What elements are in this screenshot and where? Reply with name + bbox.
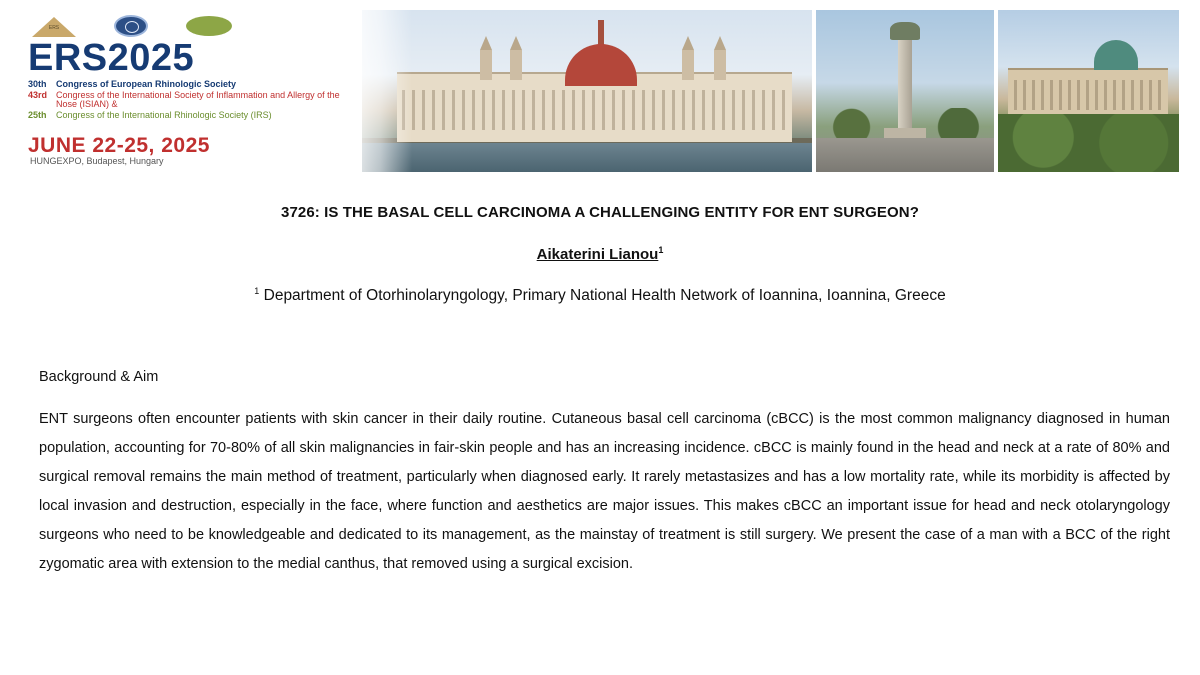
congress-line bbox=[28, 111, 348, 121]
congress-line bbox=[28, 91, 348, 110]
affiliation-line bbox=[0, 287, 1200, 305]
buda-castle-photo bbox=[998, 10, 1179, 172]
irs-logo-icon bbox=[186, 16, 232, 36]
author-line bbox=[0, 246, 1200, 263]
congress-ordinal: 25th bbox=[28, 109, 47, 120]
section-heading: Background & Aim bbox=[39, 369, 159, 385]
congress-brand-block bbox=[22, 10, 362, 172]
congress-text: Congress of the International Rhinologic Society (IRS) bbox=[56, 109, 272, 120]
author-affiliation-marker: 1 bbox=[658, 245, 664, 255]
parliament-photo bbox=[342, 10, 812, 172]
congress-venue: HUNGEXPO, Budapest, Hungary bbox=[30, 156, 164, 166]
abstract-body: ENT surgeons often encounter patients with skin cancer in their daily routine. Cutaneous basal cell carcinoma (cBCC) is the most common malignancy diagnosed in human population, accounting for 70-80% of all skin malignancies in fair-skin people and has an increasing incidence. cBCC is mainly found in the head and neck at a rate of 80% and surgical removal remains the main method of treatment, particularly when diagnosed early. It rarely metastasizes and has a low mortality rate, while its morbidity is affected by local invasion and destruction, especially in the face, where function and aesthetics are major issues. This makes cBCC an important issue for head and neck otolaryngology surgeons who need to be knowledgeable and dedicated to its management, as the mainstay of treatment is still surgery. We present the case of a man with a BCC of the right zygomatic area with extension to the medial canthus, that removed using a surgical excision. bbox=[39, 411, 1170, 572]
ers-logo-caption: ERS bbox=[48, 25, 60, 31]
congress-ordinal: 43rd bbox=[28, 89, 48, 100]
congress-brand-title: ERS2025 bbox=[28, 37, 195, 79]
congress-text: Congress of the International Society of Inflammation and Allergy of the Nose (ISIAN) & bbox=[56, 89, 340, 109]
affiliation-text: Department of Otorhinolaryngology, Primary National Health Network of Ioannina, Ioannina, Greece bbox=[263, 287, 946, 304]
congress-line bbox=[28, 80, 348, 90]
congress-ordinal: 30th bbox=[28, 79, 47, 89]
author-name: Aikaterini Lianou bbox=[536, 246, 659, 263]
heroes-square-photo bbox=[816, 10, 994, 172]
isian-seal-icon bbox=[114, 15, 148, 37]
congress-list bbox=[28, 80, 348, 121]
congress-text: Congress of European Rhinologic Society bbox=[56, 79, 237, 89]
congress-banner bbox=[22, 10, 1179, 172]
abstract-title: 3726: IS THE BASAL CELL CARCINOMA A CHALLENGING ENTITY FOR ENT SURGEON? bbox=[281, 204, 919, 221]
congress-dates: JUNE 22-25, 2025 bbox=[28, 134, 210, 157]
affiliation-marker: 1 bbox=[254, 286, 260, 296]
